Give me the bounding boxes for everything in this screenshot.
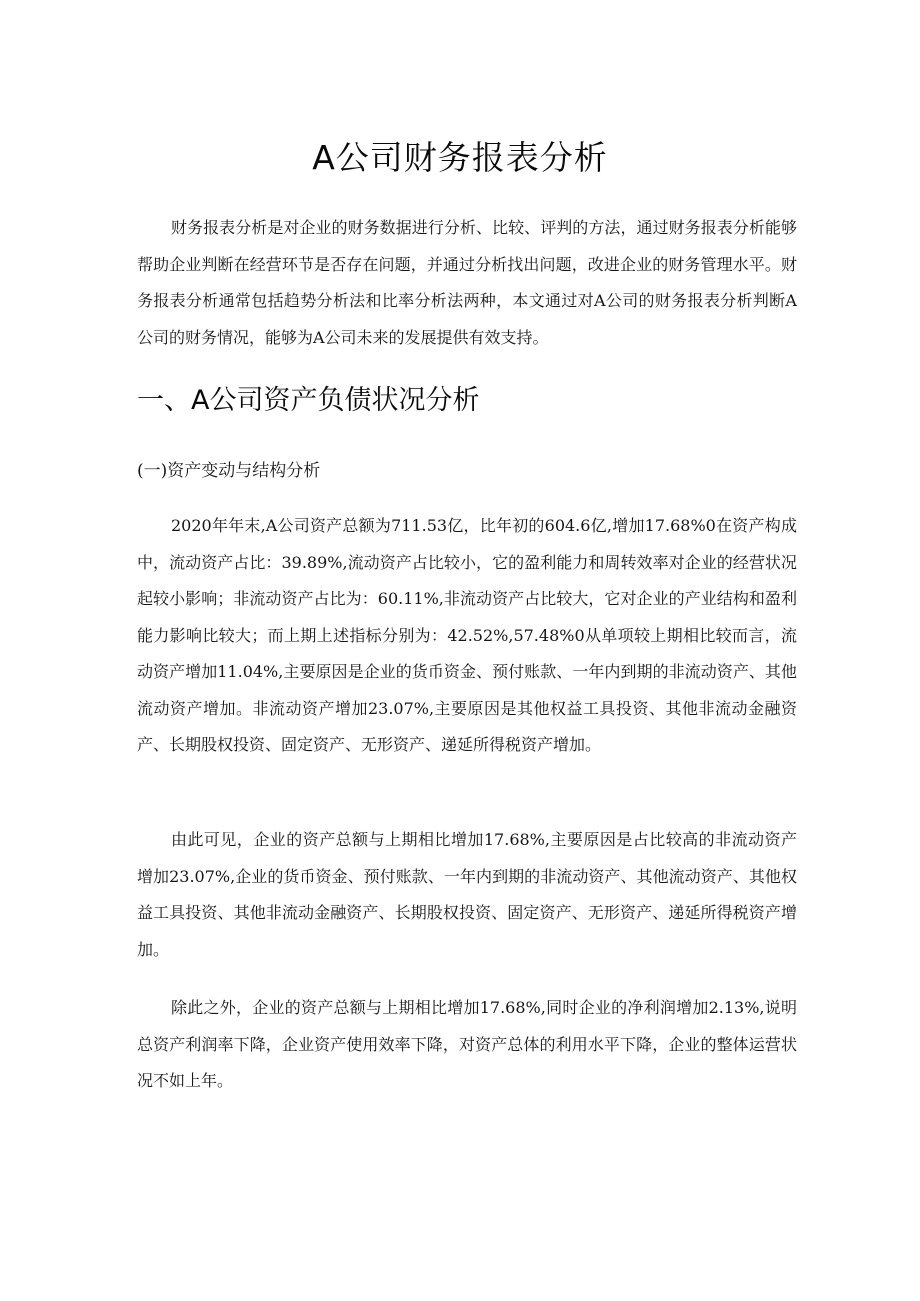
body-paragraph-2: 由此可见，企业的资产总额与上期相比增加17.68%,主要原因是占比较高的非流动资产增加23.07%,企业的货币资金、预付账款、一年内到期的非流动资产、其他流动资产、其他权益工具投资、其他非流动金融资产、长期股权投资、固定资产、无形资产、递延所得税资产增加。: [137, 830, 797, 959]
document-title: A公司财务报表分析: [312, 138, 608, 177]
body-paragraph-1: 2020年年末,A公司资产总额为711.53亿，比年初的604.6亿,增加17.68%0在资产构成中，流动资产占比：39.89%,流动资产占比较小，它的盈利能力和周转效率对企业的经营状况起较小影响；非流动资产占比为：60.11%,非流动资产占比较大，它对企业的产业结构和盈利能力影响比较大；而上期上述指标分别为：42.52%,57.48%0从单项较上期相比较而言，流动资产增加11.04%,主要原因是企业的货币资金、预付账款、一年内到期的非流动资产、其他流动资产增加。非流动资产增加23.07%,主要原因是其他权益工具投资、其他非流动金融资产、长期股权投资、固定资产、无形资产、递延所得税资产增加。: [137, 516, 797, 754]
subsection-heading: (一)资产变动与结构分析: [137, 461, 321, 481]
intro-paragraph: 财务报表分析是对企业的财务数据进行分析、比较、评判的方法，通过财务报表分析能够帮助企业判断在经营环节是否存在问题，并通过分析找出问题，改进企业的财务管理水平。财务报表分析通常包括趋势分析法和比率分析法两种，本文通过对A公司的财务报表分析判断A公司的财务情况，能够为A公司未来的发展提供有效支持。: [137, 218, 797, 347]
section-heading: 一、A公司资产负债状况分析: [137, 385, 480, 416]
body-paragraph-3: 除此之外，企业的资产总额与上期相比增加17.68%,同时企业的净利润增加2.13%,说明总资产利润率下降，企业资产使用效率下降，对资产总体的利用水平下降，企业的整体运营状况不如上年。: [137, 998, 797, 1090]
